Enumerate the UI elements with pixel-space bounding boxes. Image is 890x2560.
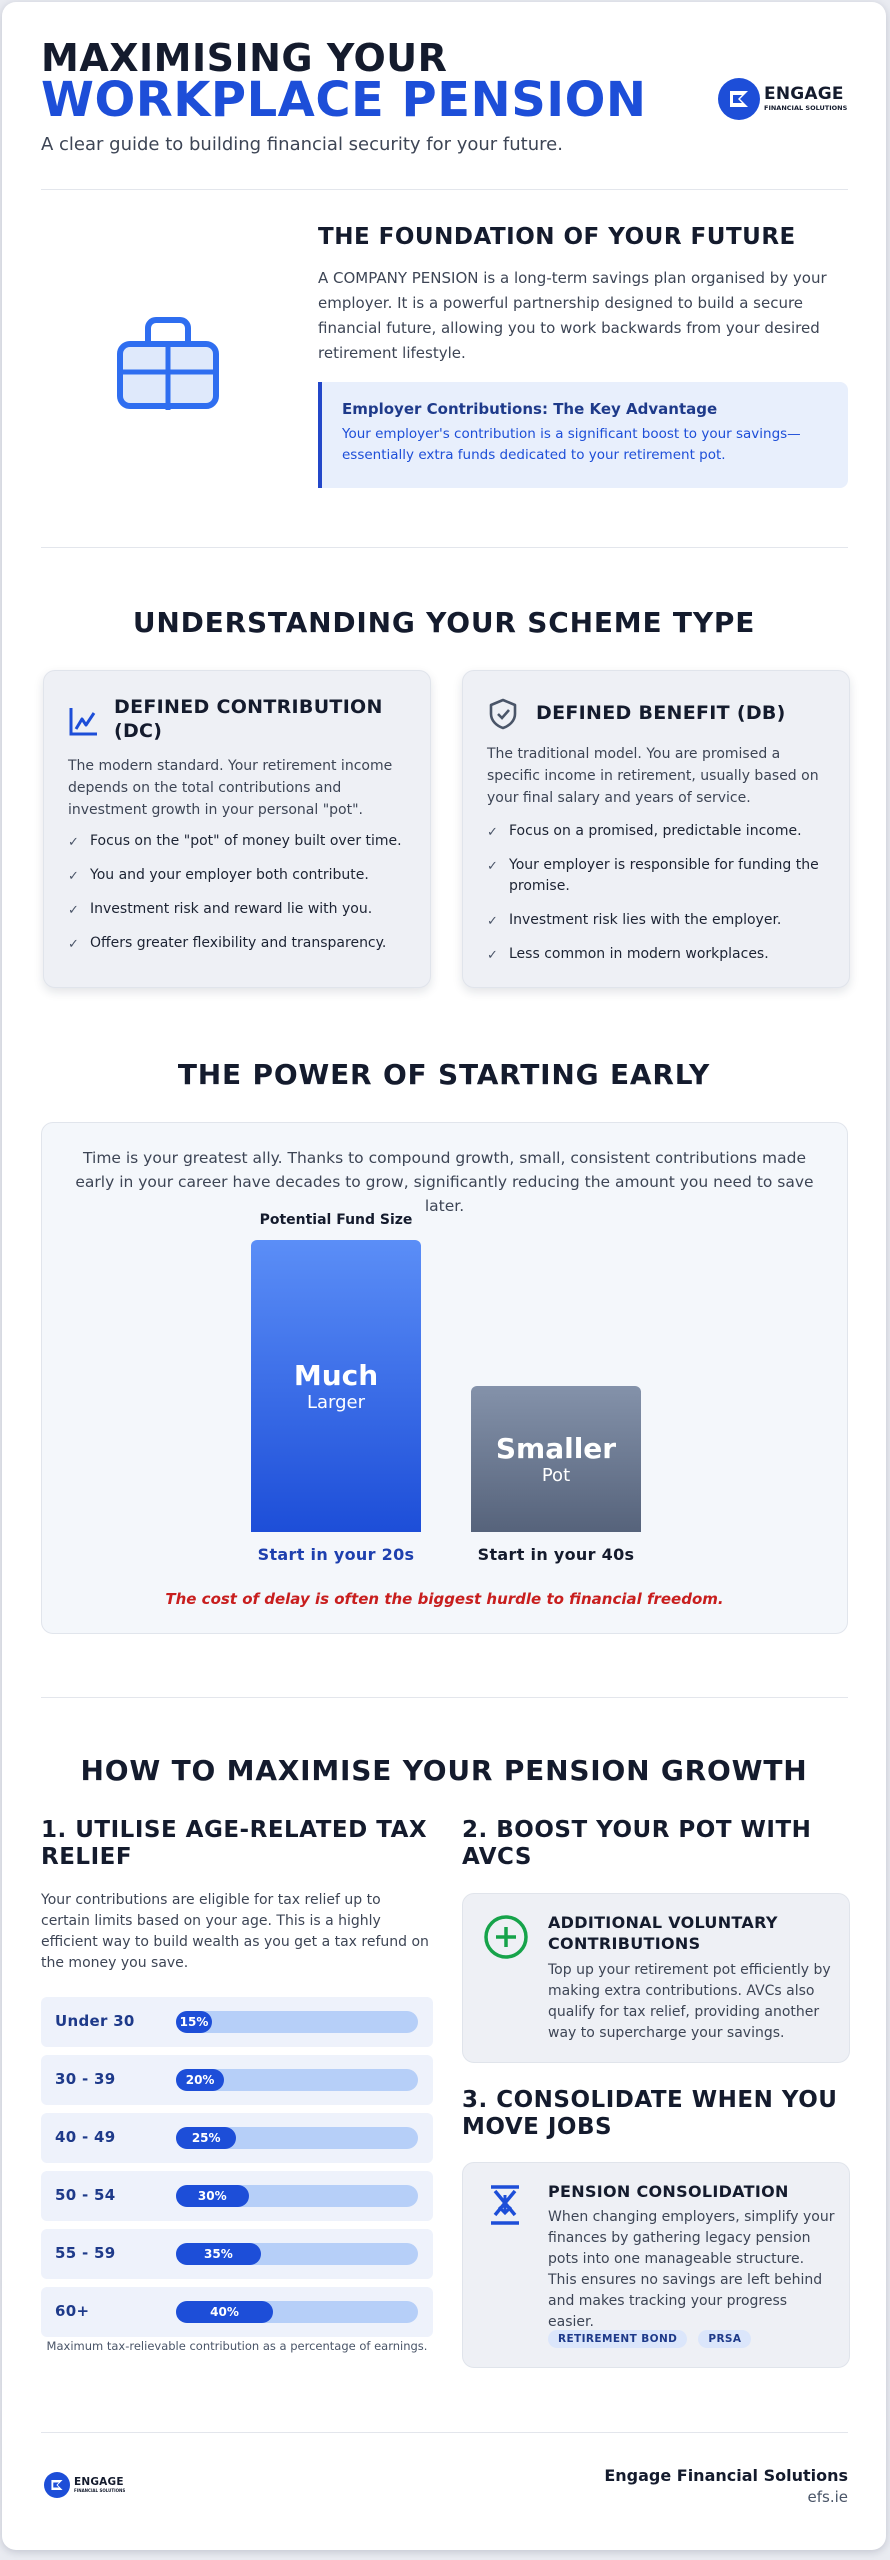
early-bar-label: Start in your 20s <box>257 1545 415 1564</box>
callout-body: Your employer's contribution is a significant boost to your savings—essentially extra funds dedicated to your retirement pot. <box>342 426 801 463</box>
foundation-body: A COMPANY PENSION is a long-term savings plan organised by your employer. It is a powerful partnership designed to build a secure financial future, allowing you to work backwards from your desired retirement lifestyle. <box>318 269 827 362</box>
age-band-label: 60+ <box>55 2302 90 2320</box>
growth-chart-icon <box>68 705 100 741</box>
list-item: ✓ Less common in modern workplaces. <box>487 944 832 965</box>
footer-website[interactable]: efs.ie <box>807 2488 848 2506</box>
table-row <box>41 2113 433 2163</box>
divider <box>41 189 848 190</box>
check-icon: ✓ <box>487 914 498 929</box>
avc-section-title: 2. BOOST YOUR POT WITH AVCS <box>462 1817 812 1870</box>
consolidate-section-title: 3. CONSOLIDATE WHEN YOU MOVE JOBS <box>462 2087 838 2140</box>
dc-points <box>68 831 418 954</box>
logo-name: ENGAGE <box>764 84 844 105</box>
list-item: ✓ Offers greater flexibility and transparency. <box>68 933 418 954</box>
check-icon: ✓ <box>68 835 79 850</box>
late-bar-small-label: Pot <box>541 1465 571 1486</box>
relief-title: 1. UTILISE AGE-RELATED TAX RELIEF <box>41 1817 428 1870</box>
age-band-label: 50 - 54 <box>55 2186 116 2204</box>
relief-bar-fill: 40% <box>176 2301 273 2323</box>
table-row <box>41 1997 433 2047</box>
check-icon: ✓ <box>68 903 79 918</box>
power-intro: Time is your greatest ally. Thanks to compound growth, small, consistent contributions made early in your career have decades to grow, significantly reducing the amount you need to save later. <box>75 1149 814 1215</box>
table-row <box>41 2287 433 2337</box>
relief-bar-track <box>176 2185 418 2207</box>
title-line-2: WORKPLACE PENSION <box>41 72 647 128</box>
early-bar-big-label: Much <box>293 1359 379 1392</box>
relief-bar-fill: 30% <box>176 2185 249 2207</box>
age-band-label: 40 - 49 <box>55 2128 116 2146</box>
check-icon: ✓ <box>68 937 79 952</box>
list-item: ✓ Investment risk lies with the employer. <box>487 910 832 931</box>
relief-body: Your contributions are eligible for tax relief up to certain limits based on your age. This is a highly efficient way to build wealth as you get a tax refund on the money you save. <box>41 1892 429 1971</box>
list-item: ✓ Your employer is responsible for funding the promise. <box>487 857 819 894</box>
header-logo <box>718 78 847 120</box>
relief-bar-fill: 25% <box>176 2127 236 2149</box>
shield-icon <box>487 697 519 735</box>
avc-body: Top up your retirement pot efficiently by making extra contributions. AVCs also qualify for tax relief, providing another way to supercharge your savings. <box>548 1962 831 2041</box>
employer-callout <box>318 382 848 488</box>
footer-logo-name: ENGAGE <box>74 2476 124 2489</box>
power-title: THE POWER OF STARTING EARLY <box>177 1058 711 1091</box>
check-icon: ✓ <box>487 859 498 874</box>
avc-title: ADDITIONAL VOLUNTARY CONTRIBUTIONS <box>548 1913 778 1953</box>
db-points <box>487 821 832 965</box>
consolidation-title: PENSION CONSOLIDATION <box>548 2182 789 2201</box>
schemes-title: UNDERSTANDING YOUR SCHEME TYPE <box>132 606 756 639</box>
dc-card <box>43 670 431 988</box>
age-band-label: 30 - 39 <box>55 2070 116 2088</box>
divider <box>41 1697 848 1698</box>
list-item: ✓ Focus on the "pot" of money built over time. <box>68 831 418 852</box>
relief-bar-fill: 35% <box>176 2243 261 2265</box>
footer-logo-tagline: FINANCIAL SOLUTIONS <box>74 2487 126 2493</box>
db-title: DEFINED BENEFIT (DB) <box>536 702 786 724</box>
early-start-bar <box>251 1240 421 1532</box>
table-row <box>41 2171 433 2221</box>
callout-title: Employer Contributions: The Key Advantage <box>342 400 718 418</box>
db-card <box>462 670 850 988</box>
tag-prsa: PRSA <box>698 2330 751 2348</box>
list-item: ✓ You and your employer both contribute. <box>68 865 418 886</box>
check-icon: ✓ <box>487 948 498 963</box>
footer-company-name: Engage Financial Solutions <box>604 2466 848 2485</box>
product-tags <box>548 2327 757 2348</box>
title-line-1: MAXIMISING YOUR <box>41 36 448 80</box>
page-subtitle: A clear guide to building financial security for your future. <box>41 134 563 155</box>
early-bar-small-label: Larger <box>306 1392 366 1413</box>
check-icon: ✓ <box>487 825 498 840</box>
list-item: ✓ Focus on a promised, predictable income. <box>487 821 832 842</box>
relief-bar-track <box>176 2069 418 2091</box>
check-icon: ✓ <box>68 869 79 884</box>
late-bar-big-label: Smaller <box>495 1432 617 1465</box>
table-row <box>41 2229 433 2279</box>
maximise-title: HOW TO MAXIMISE YOUR PENSION GROWTH <box>80 1754 808 1787</box>
pension-guide-page <box>2 2 886 2550</box>
engage-logo-icon <box>44 2472 70 2498</box>
tag-retirement-bond: RETIREMENT BOND <box>548 2330 687 2348</box>
consolidation-card <box>462 2162 850 2368</box>
foundation-title: THE FOUNDATION OF YOUR FUTURE <box>318 224 796 250</box>
avc-card <box>462 1893 850 2063</box>
relief-bar-track <box>176 2301 418 2323</box>
briefcase-icon <box>116 314 220 418</box>
logo-tagline: FINANCIAL SOLUTIONS <box>764 104 848 113</box>
late-start-bar <box>471 1386 641 1532</box>
db-intro: The traditional model. You are promised a specific income in retirement, usually based on your final salary and years of service. <box>487 746 819 806</box>
dc-title: DEFINED CONTRIBUTION (DC) <box>114 696 383 742</box>
plus-circle-icon <box>483 1914 529 1964</box>
age-band-label: Under 30 <box>55 2012 135 2030</box>
merge-arrows-icon <box>487 2183 523 2231</box>
age-band-label: 55 - 59 <box>55 2244 116 2262</box>
relief-bar-fill: 15% <box>176 2011 212 2033</box>
relief-bar-fill: 20% <box>176 2069 224 2091</box>
footer-logo <box>44 2472 125 2498</box>
late-bar-label: Start in your 40s <box>477 1545 635 1564</box>
list-item: ✓ Investment risk and reward lie with you. <box>68 899 418 920</box>
bar-chart-title: Potential Fund Size <box>259 1212 413 1228</box>
delay-warning: The cost of delay is often the biggest hurdle to financial freedom. <box>165 1590 724 1608</box>
consolidation-body: When changing employers, simplify your finances by gathering legacy pension pots into one manageable structure. This ensures no savings are left behind and makes tracking your progress easier. <box>548 2209 835 2330</box>
relief-note: Maximum tax-relievable contribution as a percentage of earnings. <box>46 2339 428 2353</box>
relief-bar-track <box>176 2127 418 2149</box>
divider <box>41 2432 848 2433</box>
relief-bar-track <box>176 2243 418 2265</box>
engage-logo-icon <box>718 78 760 120</box>
dc-intro: The modern standard. Your retirement income depends on the total contributions and investment growth in your personal "pot". <box>68 758 393 818</box>
divider <box>41 547 848 548</box>
table-row <box>41 2055 433 2105</box>
relief-bar-track <box>176 2011 418 2033</box>
